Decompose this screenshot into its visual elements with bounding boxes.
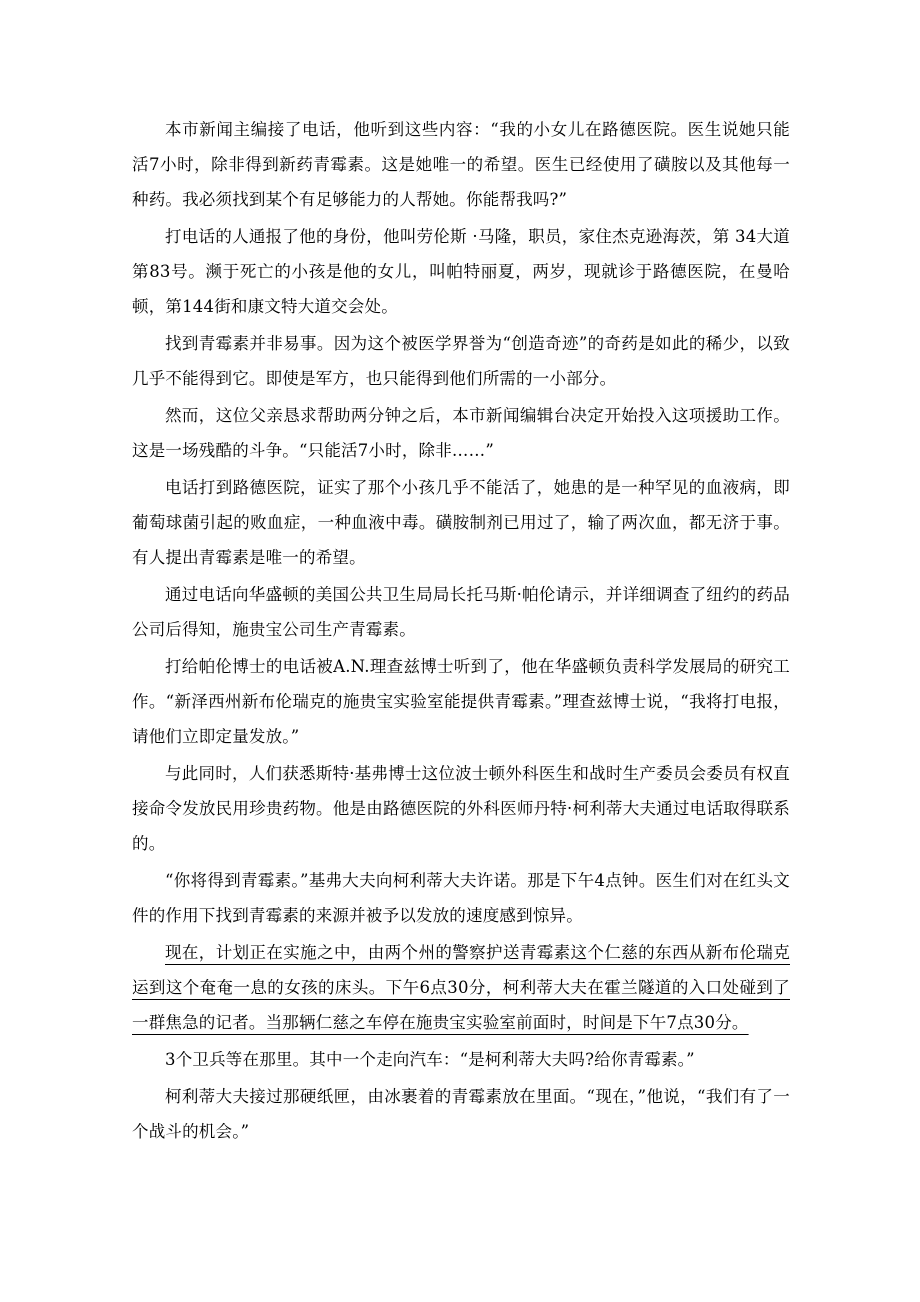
paragraph-11: 3个卫兵等在那里。其中一个走向汽车：“是柯利蒂大夫吗?给你青霉素。” [165,1050,695,1069]
document-page [132,112,790,1149]
paragraph-9: “你将得到青霉素。”基弗大夫向柯利蒂大夫许诺。那是下午4点钟。医生们对在红头文件的作用下找到青霉素的来源并被予以发放的速度感到惊异。 [132,871,790,925]
paragraph-4: 然而，这位父亲恳求帮助两分钟之后，本市新闻编辑台决定开始投入这项援助工作。这是一场残酷的斗争。“只能活7小时，除非……” [132,406,790,460]
paragraph-6: 通过电话向华盛顿的美国公共卫生局局长托马斯·帕伦请示，并详细调查了纽约的药品公司后得知，施贵宝公司生产青霉素。 [132,585,790,639]
paragraph-8: 与此同时，人们获悉斯特·基弗博士这位波士顿外科医生和战时生产委员会委员有权直接命令发放民用珍贵药物。他是由路德医院的外科医师丹特·柯利蒂大夫通过电话取得联系的。 [132,764,790,853]
paragraph-7: 打给帕伦博士的电话被A.N.理查兹博士听到了，他在华盛顿负责科学发展局的研究工作。“新泽西州新布伦瑞克的施贵宝实验室能提供青霉素。”理查兹博士说，“我将打电报，请他们立即定量发放。” [132,657,790,746]
paragraph-10-underlined: 现在，计划正在实施之中，由两个州的警察护送青霉素这个仁慈的东西从新布伦瑞克运到这个奄奄一息的女孩的床头。下午6点30分，柯利蒂大夫在霍兰隧道的入口处碰到了一群焦急的记者。当那辆仁慈之车停在施贵宝实验室前面时，时间是下午7点30分。 [132,943,790,1032]
paragraph-2: 打电话的人通报了他的身份，他叫劳伦斯 ·马隆，职员，家住杰克逊海茨，第 34大道第83号。濒于死亡的小孩是他的女儿，叫帕特丽夏，两岁，现就诊于路德医院，在曼哈顿，第144街和康文特大道交会处。 [132,227,790,316]
paragraph-1: 本市新闻主编接了电话，他听到这些内容：“我的小女儿在路德医院。医生说她只能活7小时，除非得到新药青霉素。这是她唯一的希望。医生已经使用了磺胺以及其他每一种药。我必须找到某个有足够能力的人帮她。你能帮我吗?” [132,120,790,209]
paragraph-3: 找到青霉素并非易事。因为这个被医学界誉为“创造奇迹”的奇药是如此的稀少，以致几乎不能得到它。即使是军方，也只能得到他们所需的一小部分。 [132,334,790,388]
paragraph-12: 柯利蒂大夫接过那硬纸匣，由冰裹着的青霉素放在里面。“现在，”他说，“我们有了一个战斗的机会。” [132,1087,790,1141]
paragraph-5: 电话打到路德医院，证实了那个小孩几乎不能活了，她患的是一种罕见的血液病，即葡萄球菌引起的败血症，一种血液中毒。磺胺制剂已用过了，输了两次血，都无济于事。有人提出青霉素是唯一的希望。 [132,478,790,567]
